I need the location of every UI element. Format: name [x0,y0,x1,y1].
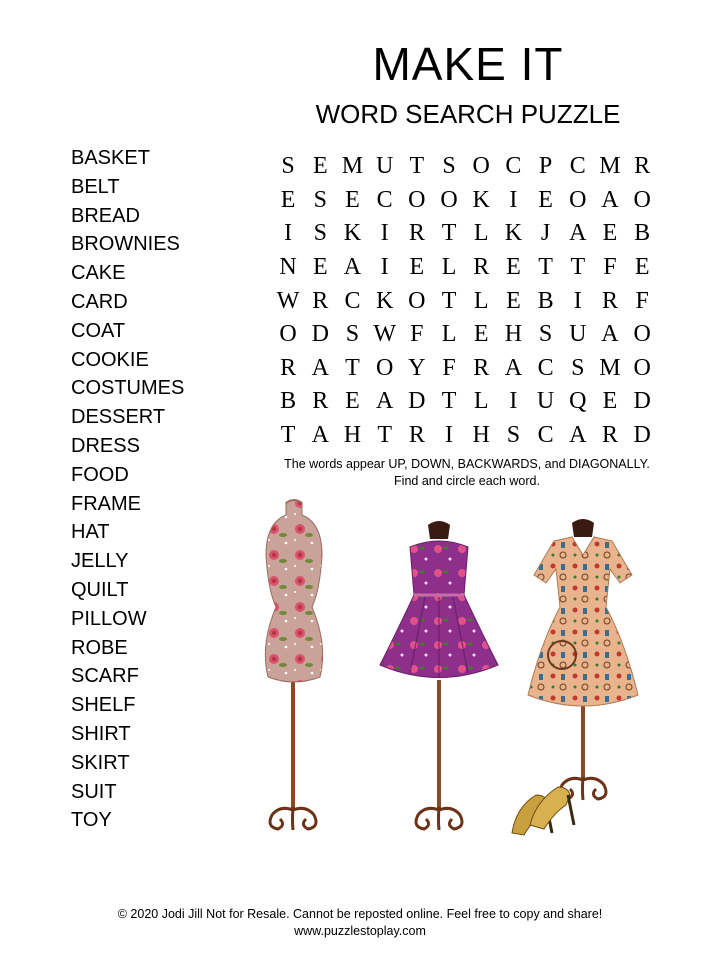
grid-letter[interactable]: T [409,153,425,180]
grid-letter[interactable]: I [509,388,518,415]
grid-letter[interactable]: T [345,354,360,381]
grid-letter[interactable]: A [311,354,329,381]
high-heel-shoes [512,787,574,835]
word-list-item: BROWNIES [71,233,180,256]
grid-row [272,352,658,386]
grid-letter[interactable]: S [538,321,553,348]
grid-letter[interactable]: R [280,354,297,381]
grid-letter[interactable]: F [603,254,617,281]
word-list-item: TOY [71,809,112,832]
grid-letter[interactable]: R [408,422,425,449]
grid-letter[interactable]: O [408,186,426,213]
patterned-dress-mannequin [528,519,638,800]
grid-letter[interactable]: S [571,354,585,381]
word-list-item: SHELF [71,694,136,717]
grid-row [272,251,658,285]
instructions-line-1: The words appear UP, DOWN, BACKWARDS, and DIAGONALLY. [284,457,650,471]
grid-row [272,318,658,352]
grid-letter[interactable]: I [445,422,454,449]
page-subtitle: WORD SEARCH PUZZLE [315,99,621,129]
grid-letter[interactable]: K [472,186,490,213]
grid-letter[interactable]: A [601,321,619,348]
word-list-item: DESSERT [71,406,166,429]
grid-letter[interactable]: E [634,254,650,281]
grid-letter[interactable]: A [601,186,619,213]
grid-letter[interactable]: O [375,354,394,381]
instructions [262,456,672,490]
grid-letter[interactable]: E [312,254,328,281]
grid-letter[interactable]: O [440,186,458,213]
grid-letter[interactable]: M [341,153,364,180]
word-list-item: FOOD [71,463,129,486]
grid-letter[interactable]: F [442,354,456,381]
grid-letter[interactable]: I [380,220,389,247]
grid-letter[interactable]: T [538,254,553,281]
grid-letter[interactable]: B [537,287,554,314]
word-list-item: SHIRT [71,722,131,745]
word-list-item: QUILT [71,578,129,601]
grid-letter[interactable]: D [311,321,329,348]
grid-letter[interactable]: A [569,220,587,247]
footer [0,906,720,940]
grid-row [272,385,658,419]
word-list-item: BELT [71,175,120,198]
grid-letter[interactable]: J [540,220,551,247]
word-list-item: BREAD [71,204,140,227]
grid-letter[interactable]: U [569,321,587,348]
grid-letter[interactable]: Y [408,354,426,381]
grid-letter[interactable]: D [633,422,651,449]
grid-letter[interactable]: A [569,422,587,449]
grid-letter[interactable]: N [279,254,297,281]
grid-letter[interactable]: C [376,186,393,213]
grid-letter[interactable]: S [506,422,521,449]
grid-letter[interactable]: E [280,186,296,213]
grid-letter[interactable]: O [279,321,297,348]
grid-letter[interactable]: C [537,422,554,449]
word-list-item: SKIRT [71,751,130,774]
grid-letter[interactable]: I [509,186,518,213]
grid-letter[interactable]: I [380,254,389,281]
word-list-item: FRAME [71,492,141,515]
word-list-item: ROBE [71,636,128,659]
grid-letter[interactable]: B [280,388,297,415]
word-list-item: COSTUMES [71,377,185,400]
word-list-item: CARD [71,290,128,313]
grid-letter[interactable]: S [313,220,327,247]
grid-letter[interactable]: I [284,220,293,247]
grid-letter[interactable]: O [633,186,651,213]
grid-letter[interactable]: E [409,254,425,281]
grid-letter[interactable]: O [569,186,587,213]
page-title: MAKE IT [372,38,564,90]
grid-letter[interactable]: R [312,388,329,415]
word-list-item: BASKET [71,147,150,169]
grid-letter[interactable]: S [345,321,360,348]
grid-letter[interactable]: U [375,153,394,180]
grid-letter[interactable]: L [473,287,489,314]
grid-row [272,184,658,218]
grid-letter[interactable]: E [312,153,328,180]
word-list-item: COOKIE [71,348,149,371]
grid-letter[interactable]: D [633,388,651,415]
grid-letter[interactable]: T [441,287,457,314]
word-search-grid [272,150,658,452]
grid-letter[interactable]: A [504,354,523,381]
floral-dress-form [265,500,322,830]
grid-letter[interactable]: E [538,186,553,213]
word-list-item: HAT [71,521,110,544]
grid-letter[interactable]: O [472,153,490,180]
instructions-line-2: Find and circle each word. [394,474,540,488]
grid-letter[interactable]: E [506,254,521,281]
grid-letter[interactable]: W [373,321,396,348]
grid-letter[interactable]: L [473,220,489,247]
grid-row [272,150,658,184]
grid-letter[interactable]: T [280,422,296,449]
grid-letter[interactable]: C [344,287,361,314]
grid-letter[interactable]: S [442,153,456,180]
grid-letter[interactable]: R [312,287,329,314]
grid-letter[interactable]: E [345,388,360,415]
grid-letter[interactable]: M [599,153,621,180]
grid-letter[interactable]: K [343,220,362,247]
grid-letter[interactable]: H [472,422,490,449]
grid-letter[interactable]: U [536,388,555,415]
grid-letter[interactable]: D [408,388,426,415]
grid-letter[interactable]: E [602,388,618,415]
grid-letter[interactable]: O [633,321,651,348]
grid-letter[interactable]: W [276,287,300,314]
grid-letter[interactable]: O [633,354,651,381]
grid-letter[interactable]: S [313,186,327,213]
grid-letter[interactable]: T [441,220,457,247]
grid-letter[interactable]: R [408,220,425,247]
word-list-item: JELLY [71,550,129,573]
grid-letter[interactable]: I [573,287,582,314]
grid-letter[interactable]: L [473,388,489,415]
website-url: www.puzzlestoplay.com [294,924,426,938]
grid-letter[interactable]: Q [569,388,587,415]
grid-letter[interactable]: F [635,287,649,314]
word-list-item: SUIT [71,780,117,803]
grid-letter[interactable]: R [601,287,618,314]
grid-letter[interactable]: B [634,220,651,247]
purple-dress-mannequin [380,521,498,830]
grid-letter[interactable]: M [599,354,621,381]
copyright-text: © 2020 Jodi Jill Not for Resale. Cannot be reposted online. Feel free to copy and share! [117,907,603,921]
word-list-item: SCARF [71,665,139,688]
grid-letter[interactable]: K [375,287,394,314]
word-list-item: COAT [71,319,126,342]
word-list-item: CAKE [71,262,126,285]
grid-letter[interactable]: T [441,388,457,415]
grid-letter[interactable]: E [506,287,521,314]
grid-letter[interactable]: F [410,321,424,348]
grid-letter[interactable]: L [441,254,457,281]
grid-letter[interactable]: E [345,186,360,213]
grid-letter[interactable]: C [569,153,586,180]
grid-letter[interactable]: R [473,254,490,281]
mannequin-illustration [240,495,660,850]
grid-letter[interactable]: K [504,220,523,247]
grid-letter[interactable]: E [602,220,618,247]
grid-letter[interactable]: O [408,287,426,314]
grid-letter[interactable]: L [441,321,457,348]
grid-letter[interactable]: C [537,354,554,381]
grid-letter[interactable]: R [634,153,651,180]
word-list-item: PILLOW [71,607,147,630]
word-list [71,144,184,835]
grid-row [272,419,658,453]
grid-letter[interactable]: T [570,254,586,281]
grid-letter[interactable]: C [505,153,522,180]
grid-letter[interactable]: H [504,321,523,348]
grid-row [272,284,658,318]
grid-letter[interactable]: R [473,354,490,381]
grid-letter[interactable]: A [343,254,362,281]
grid-letter[interactable]: A [375,388,394,415]
grid-row [272,217,658,251]
grid-letter[interactable]: R [601,422,618,449]
grid-letter[interactable]: A [311,422,329,449]
grid-letter[interactable]: T [377,422,392,449]
grid-letter[interactable]: P [538,153,553,180]
grid-letter[interactable]: H [343,422,362,449]
word-list-item: DRESS [71,434,140,457]
grid-letter[interactable]: S [281,153,295,180]
grid-letter[interactable]: E [473,321,489,348]
